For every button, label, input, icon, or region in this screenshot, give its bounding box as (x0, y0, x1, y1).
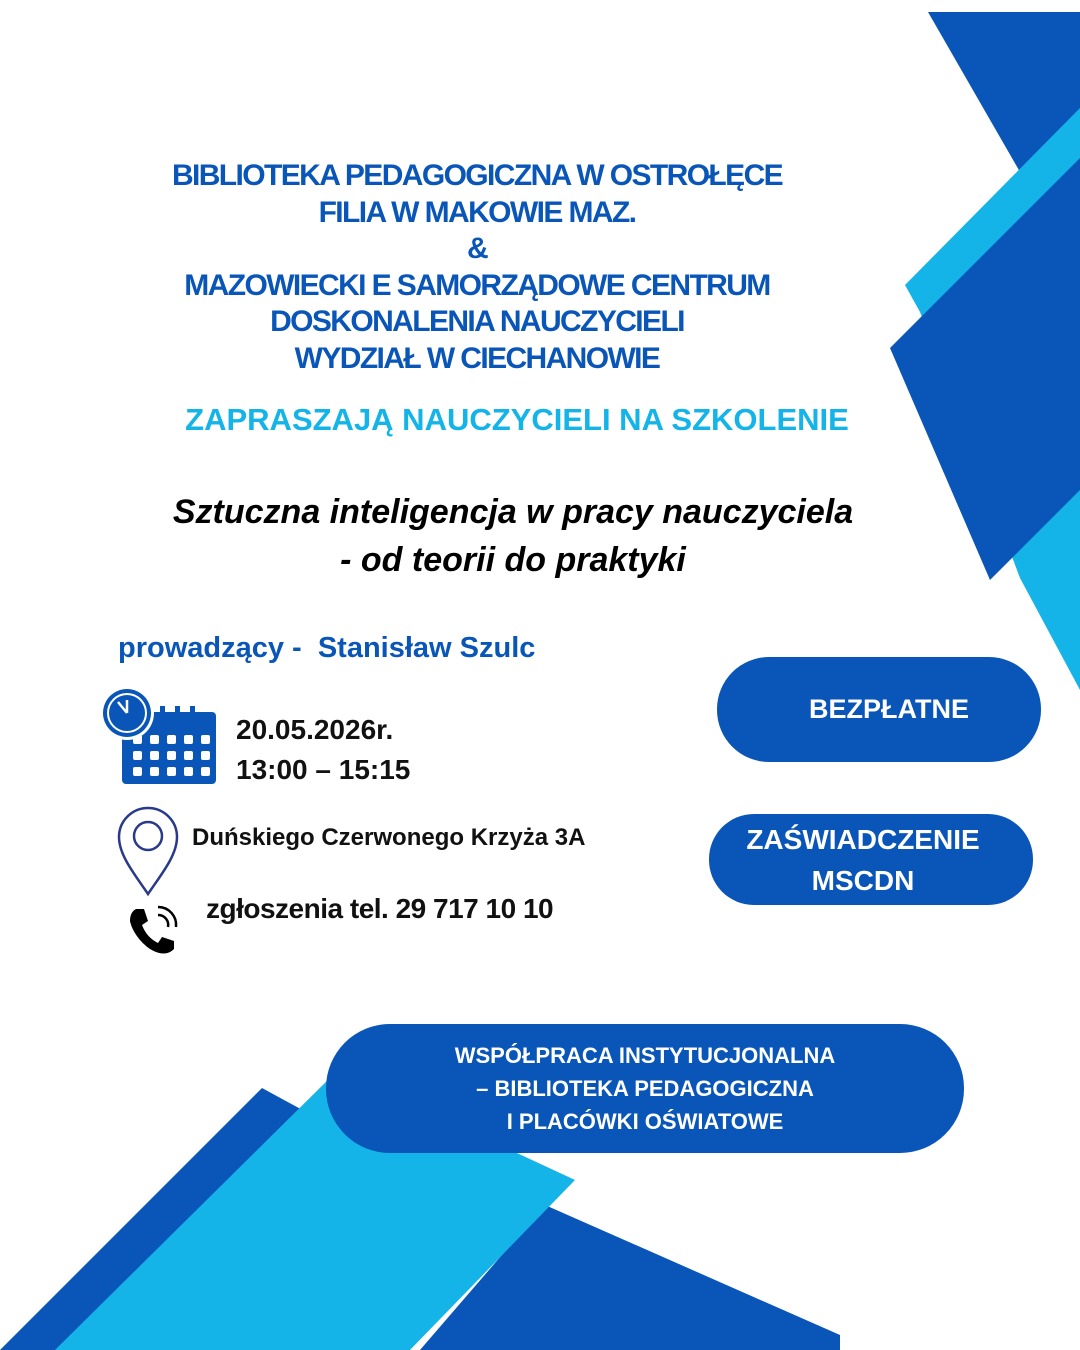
free-badge (717, 657, 1041, 762)
calendar-clock-icon (100, 686, 218, 786)
title-line: MAZOWIECKI E SAMORZĄDOWE CENTRUM (184, 268, 770, 302)
certificate-line: MSCDN (811, 864, 915, 896)
organizers-title (100, 158, 854, 377)
certificate-badge-label (746, 819, 979, 901)
title-line: DOSKONALENIA NAUCZYCIELI (270, 305, 684, 338)
title-line: WYDZIAŁ W CIECHANOWIE (294, 341, 660, 375)
event-time: 13:00 – 15:15 (236, 754, 411, 785)
free-badge-label: BEZPŁATNE (809, 694, 969, 724)
cooperation-line: I PLACÓWKI OŚWIATOWE (506, 1109, 784, 1134)
cooperation-line: – BIBLIOTEKA PEDAGOGICZNA (476, 1076, 814, 1101)
title-line: FILIA W MAKOWIE MAZ. (318, 195, 636, 229)
date-time (236, 710, 410, 790)
title-line: & (466, 232, 488, 265)
location-pin-icon (116, 806, 180, 898)
certificate-badge (709, 814, 1033, 905)
cooperation-badge (326, 1024, 964, 1153)
phone-icon (128, 905, 182, 957)
subject-line: Sztuczna inteligencja w pracy nauczyciela (172, 493, 854, 531)
cooperation-line: WSPÓŁPRACA INSTYTUCJONALNA (454, 1043, 836, 1068)
leader-label: prowadzący - Stanisław Szulc (118, 632, 536, 664)
event-date: 20.05.2026r. (236, 714, 394, 745)
training-subject (60, 488, 966, 584)
invite-heading: ZAPRASZAJĄ NAUCZYCIELI NA SZKOLENIE (185, 402, 849, 437)
phone-number: zgłoszenia tel. 29 717 10 10 (206, 893, 554, 924)
title-line: BIBLIOTEKA PEDAGOGICZNA W OSTROŁĘCE (171, 159, 783, 192)
certificate-line: ZAŚWIADCZENIE (746, 823, 980, 855)
address: Duńskiego Czerwonego Krzyża 3A (192, 824, 586, 851)
cooperation-badge-label (455, 1039, 836, 1138)
subject-line: - od teorii do praktyki (340, 541, 686, 579)
